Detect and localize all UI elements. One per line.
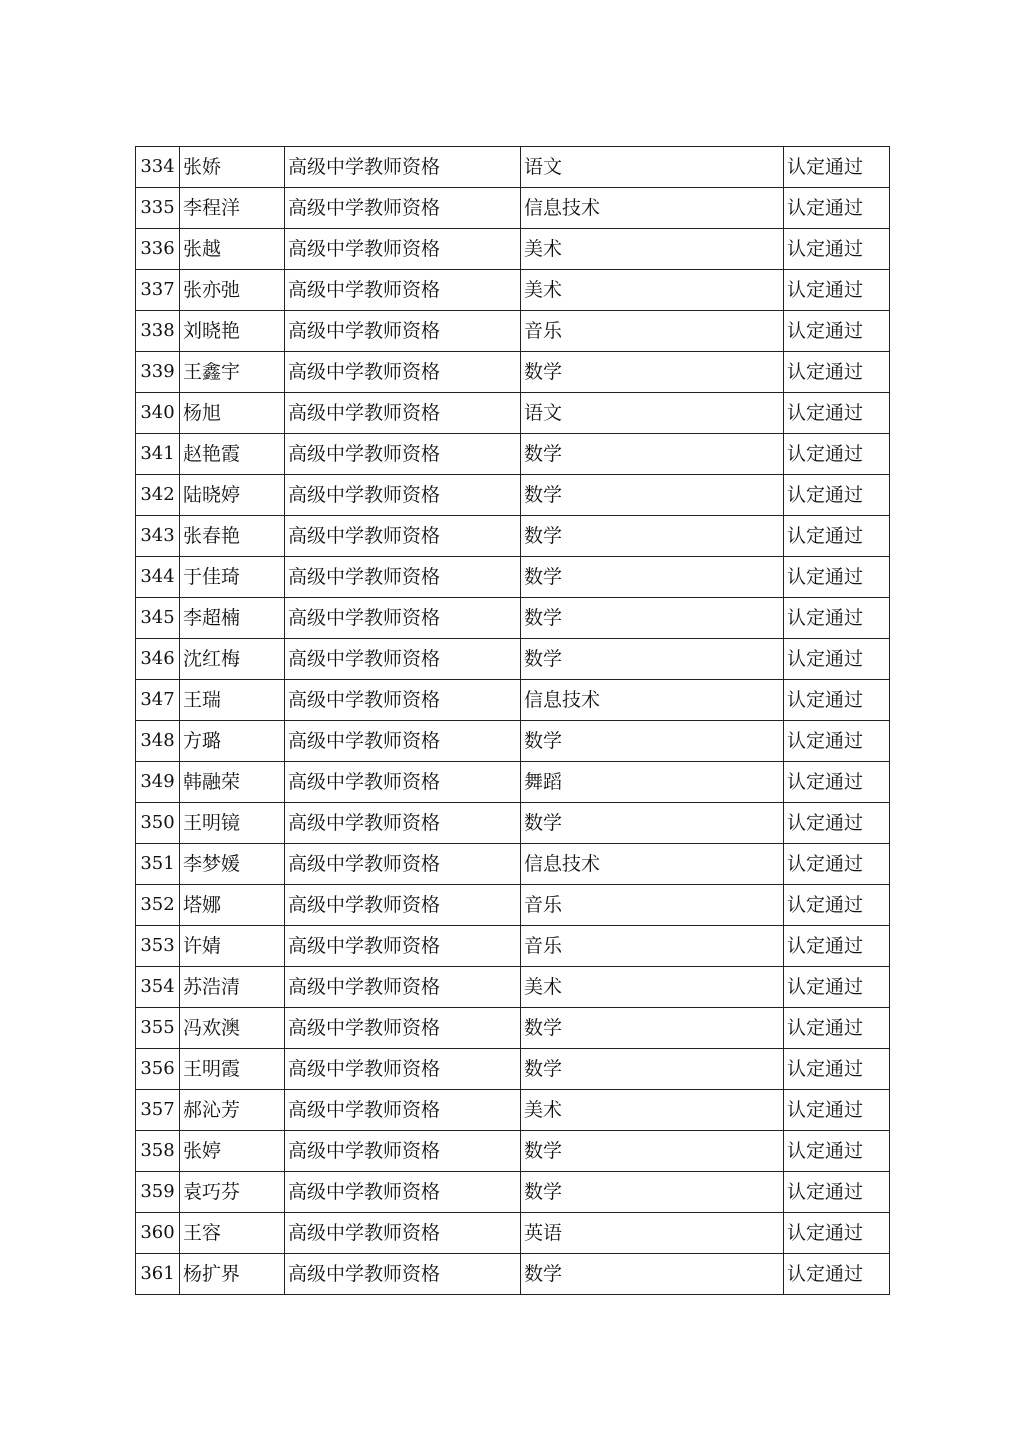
row-number: 347: [136, 680, 180, 721]
applicant-name: 王瑞: [180, 680, 285, 721]
subject: 数学: [521, 1131, 784, 1172]
applicant-name: 李超楠: [180, 598, 285, 639]
applicant-name: 杨旭: [180, 393, 285, 434]
table-row: [136, 598, 890, 639]
qualification-type: 高级中学教师资格: [285, 967, 521, 1008]
table-row: [136, 147, 890, 188]
row-number: 356: [136, 1049, 180, 1090]
qualification-type: 高级中学教师资格: [285, 475, 521, 516]
table-row: [136, 885, 890, 926]
subject: 数学: [521, 434, 784, 475]
table-row: [136, 229, 890, 270]
table-row: [136, 639, 890, 680]
table-row: [136, 352, 890, 393]
applicant-name: 李程洋: [180, 188, 285, 229]
certification-result: 认定通过: [784, 721, 890, 762]
applicant-name: 张春艳: [180, 516, 285, 557]
applicant-name: 韩融荣: [180, 762, 285, 803]
table-row: [136, 1131, 890, 1172]
row-number: 341: [136, 434, 180, 475]
subject: 音乐: [521, 885, 784, 926]
qualification-type: 高级中学教师资格: [285, 1254, 521, 1295]
row-number: 338: [136, 311, 180, 352]
row-number: 355: [136, 1008, 180, 1049]
qualification-type: 高级中学教师资格: [285, 680, 521, 721]
subject: 音乐: [521, 926, 784, 967]
certification-result: 认定通过: [784, 516, 890, 557]
row-number: 360: [136, 1213, 180, 1254]
certification-result: 认定通过: [784, 598, 890, 639]
certification-result: 认定通过: [784, 680, 890, 721]
subject: 舞蹈: [521, 762, 784, 803]
applicant-name: 王明霞: [180, 1049, 285, 1090]
qualification-type: 高级中学教师资格: [285, 1213, 521, 1254]
certification-result: 认定通过: [784, 270, 890, 311]
applicant-name: 刘晓艳: [180, 311, 285, 352]
qualification-type: 高级中学教师资格: [285, 352, 521, 393]
row-number: 353: [136, 926, 180, 967]
subject: 数学: [521, 639, 784, 680]
table-row: [136, 516, 890, 557]
table-row: [136, 557, 890, 598]
certification-result: 认定通过: [784, 1254, 890, 1295]
table-row: [136, 434, 890, 475]
table-row: [136, 188, 890, 229]
subject: 数学: [521, 352, 784, 393]
qualification-type: 高级中学教师资格: [285, 188, 521, 229]
certification-result: 认定通过: [784, 229, 890, 270]
subject: 语文: [521, 147, 784, 188]
qualification-type: 高级中学教师资格: [285, 762, 521, 803]
applicant-name: 张亦弛: [180, 270, 285, 311]
row-number: 335: [136, 188, 180, 229]
qualification-type: 高级中学教师资格: [285, 557, 521, 598]
certification-result: 认定通过: [784, 147, 890, 188]
qualification-type: 高级中学教师资格: [285, 1049, 521, 1090]
subject: 美术: [521, 1090, 784, 1131]
certification-result: 认定通过: [784, 885, 890, 926]
row-number: 344: [136, 557, 180, 598]
row-number: 336: [136, 229, 180, 270]
applicant-name: 沈红梅: [180, 639, 285, 680]
subject: 音乐: [521, 311, 784, 352]
applicant-name: 张越: [180, 229, 285, 270]
applicant-name: 袁巧芬: [180, 1172, 285, 1213]
applicant-name: 冯欢澳: [180, 1008, 285, 1049]
subject: 数学: [521, 516, 784, 557]
subject: 数学: [521, 475, 784, 516]
applicant-name: 苏浩清: [180, 967, 285, 1008]
applicant-name: 王鑫宇: [180, 352, 285, 393]
table-body: [136, 147, 890, 1295]
qualification-type: 高级中学教师资格: [285, 1172, 521, 1213]
certification-result: 认定通过: [784, 352, 890, 393]
table-row: [136, 926, 890, 967]
row-number: 351: [136, 844, 180, 885]
table-row: [136, 721, 890, 762]
applicant-name: 于佳琦: [180, 557, 285, 598]
applicant-name: 王明镜: [180, 803, 285, 844]
applicant-name: 郝沁芳: [180, 1090, 285, 1131]
applicant-name: 许婧: [180, 926, 285, 967]
certification-result: 认定通过: [784, 188, 890, 229]
qualification-type: 高级中学教师资格: [285, 393, 521, 434]
qualification-type: 高级中学教师资格: [285, 270, 521, 311]
table-row: [136, 1008, 890, 1049]
table-row: [136, 393, 890, 434]
row-number: 359: [136, 1172, 180, 1213]
subject: 美术: [521, 229, 784, 270]
table-row: [136, 1213, 890, 1254]
certification-result: 认定通过: [784, 967, 890, 1008]
row-number: 349: [136, 762, 180, 803]
subject: 英语: [521, 1213, 784, 1254]
table-row: [136, 270, 890, 311]
row-number: 354: [136, 967, 180, 1008]
table-row: [136, 1049, 890, 1090]
qualification-type: 高级中学教师资格: [285, 147, 521, 188]
qualification-type: 高级中学教师资格: [285, 598, 521, 639]
certification-result: 认定通过: [784, 434, 890, 475]
certification-table: [135, 146, 890, 1295]
table-row: [136, 803, 890, 844]
certification-result: 认定通过: [784, 393, 890, 434]
qualification-type: 高级中学教师资格: [285, 721, 521, 762]
qualification-type: 高级中学教师资格: [285, 885, 521, 926]
subject: 信息技术: [521, 680, 784, 721]
certification-result: 认定通过: [784, 557, 890, 598]
subject: 数学: [521, 721, 784, 762]
table-row: [136, 967, 890, 1008]
applicant-name: 方璐: [180, 721, 285, 762]
row-number: 340: [136, 393, 180, 434]
applicant-name: 王容: [180, 1213, 285, 1254]
applicant-name: 陆晓婷: [180, 475, 285, 516]
certification-result: 认定通过: [784, 844, 890, 885]
row-number: 343: [136, 516, 180, 557]
subject: 语文: [521, 393, 784, 434]
subject: 信息技术: [521, 844, 784, 885]
row-number: 358: [136, 1131, 180, 1172]
applicant-name: 赵艳霞: [180, 434, 285, 475]
qualification-type: 高级中学教师资格: [285, 803, 521, 844]
row-number: 357: [136, 1090, 180, 1131]
certification-result: 认定通过: [784, 475, 890, 516]
subject: 数学: [521, 557, 784, 598]
row-number: 346: [136, 639, 180, 680]
subject: 数学: [521, 1008, 784, 1049]
certification-result: 认定通过: [784, 1213, 890, 1254]
row-number: 345: [136, 598, 180, 639]
applicant-name: 张娇: [180, 147, 285, 188]
table-row: [136, 680, 890, 721]
qualification-type: 高级中学教师资格: [285, 926, 521, 967]
subject: 数学: [521, 803, 784, 844]
table-row: [136, 475, 890, 516]
qualification-type: 高级中学教师资格: [285, 434, 521, 475]
row-number: 342: [136, 475, 180, 516]
table-row: [136, 1172, 890, 1213]
row-number: 334: [136, 147, 180, 188]
table-row: [136, 1090, 890, 1131]
qualification-type: 高级中学教师资格: [285, 229, 521, 270]
certification-result: 认定通过: [784, 639, 890, 680]
qualification-type: 高级中学教师资格: [285, 844, 521, 885]
table-row: [136, 762, 890, 803]
row-number: 352: [136, 885, 180, 926]
table-row: [136, 1254, 890, 1295]
table-row: [136, 844, 890, 885]
certification-result: 认定通过: [784, 1049, 890, 1090]
certification-result: 认定通过: [784, 1131, 890, 1172]
applicant-name: 张婷: [180, 1131, 285, 1172]
row-number: 350: [136, 803, 180, 844]
row-number: 337: [136, 270, 180, 311]
certification-result: 认定通过: [784, 311, 890, 352]
applicant-name: 塔娜: [180, 885, 285, 926]
applicant-name: 李梦媛: [180, 844, 285, 885]
qualification-type: 高级中学教师资格: [285, 516, 521, 557]
applicant-name: 杨扩界: [180, 1254, 285, 1295]
certification-result: 认定通过: [784, 926, 890, 967]
certification-result: 认定通过: [784, 1172, 890, 1213]
certification-result: 认定通过: [784, 762, 890, 803]
subject: 数学: [521, 1172, 784, 1213]
subject: 美术: [521, 270, 784, 311]
table-row: [136, 311, 890, 352]
qualification-type: 高级中学教师资格: [285, 1090, 521, 1131]
certification-result: 认定通过: [784, 803, 890, 844]
qualification-type: 高级中学教师资格: [285, 639, 521, 680]
row-number: 361: [136, 1254, 180, 1295]
subject: 数学: [521, 598, 784, 639]
subject: 信息技术: [521, 188, 784, 229]
qualification-type: 高级中学教师资格: [285, 1008, 521, 1049]
row-number: 348: [136, 721, 180, 762]
qualification-type: 高级中学教师资格: [285, 1131, 521, 1172]
subject: 数学: [521, 1049, 784, 1090]
subject: 数学: [521, 1254, 784, 1295]
certification-result: 认定通过: [784, 1090, 890, 1131]
row-number: 339: [136, 352, 180, 393]
certification-result: 认定通过: [784, 1008, 890, 1049]
subject: 美术: [521, 967, 784, 1008]
qualification-type: 高级中学教师资格: [285, 311, 521, 352]
